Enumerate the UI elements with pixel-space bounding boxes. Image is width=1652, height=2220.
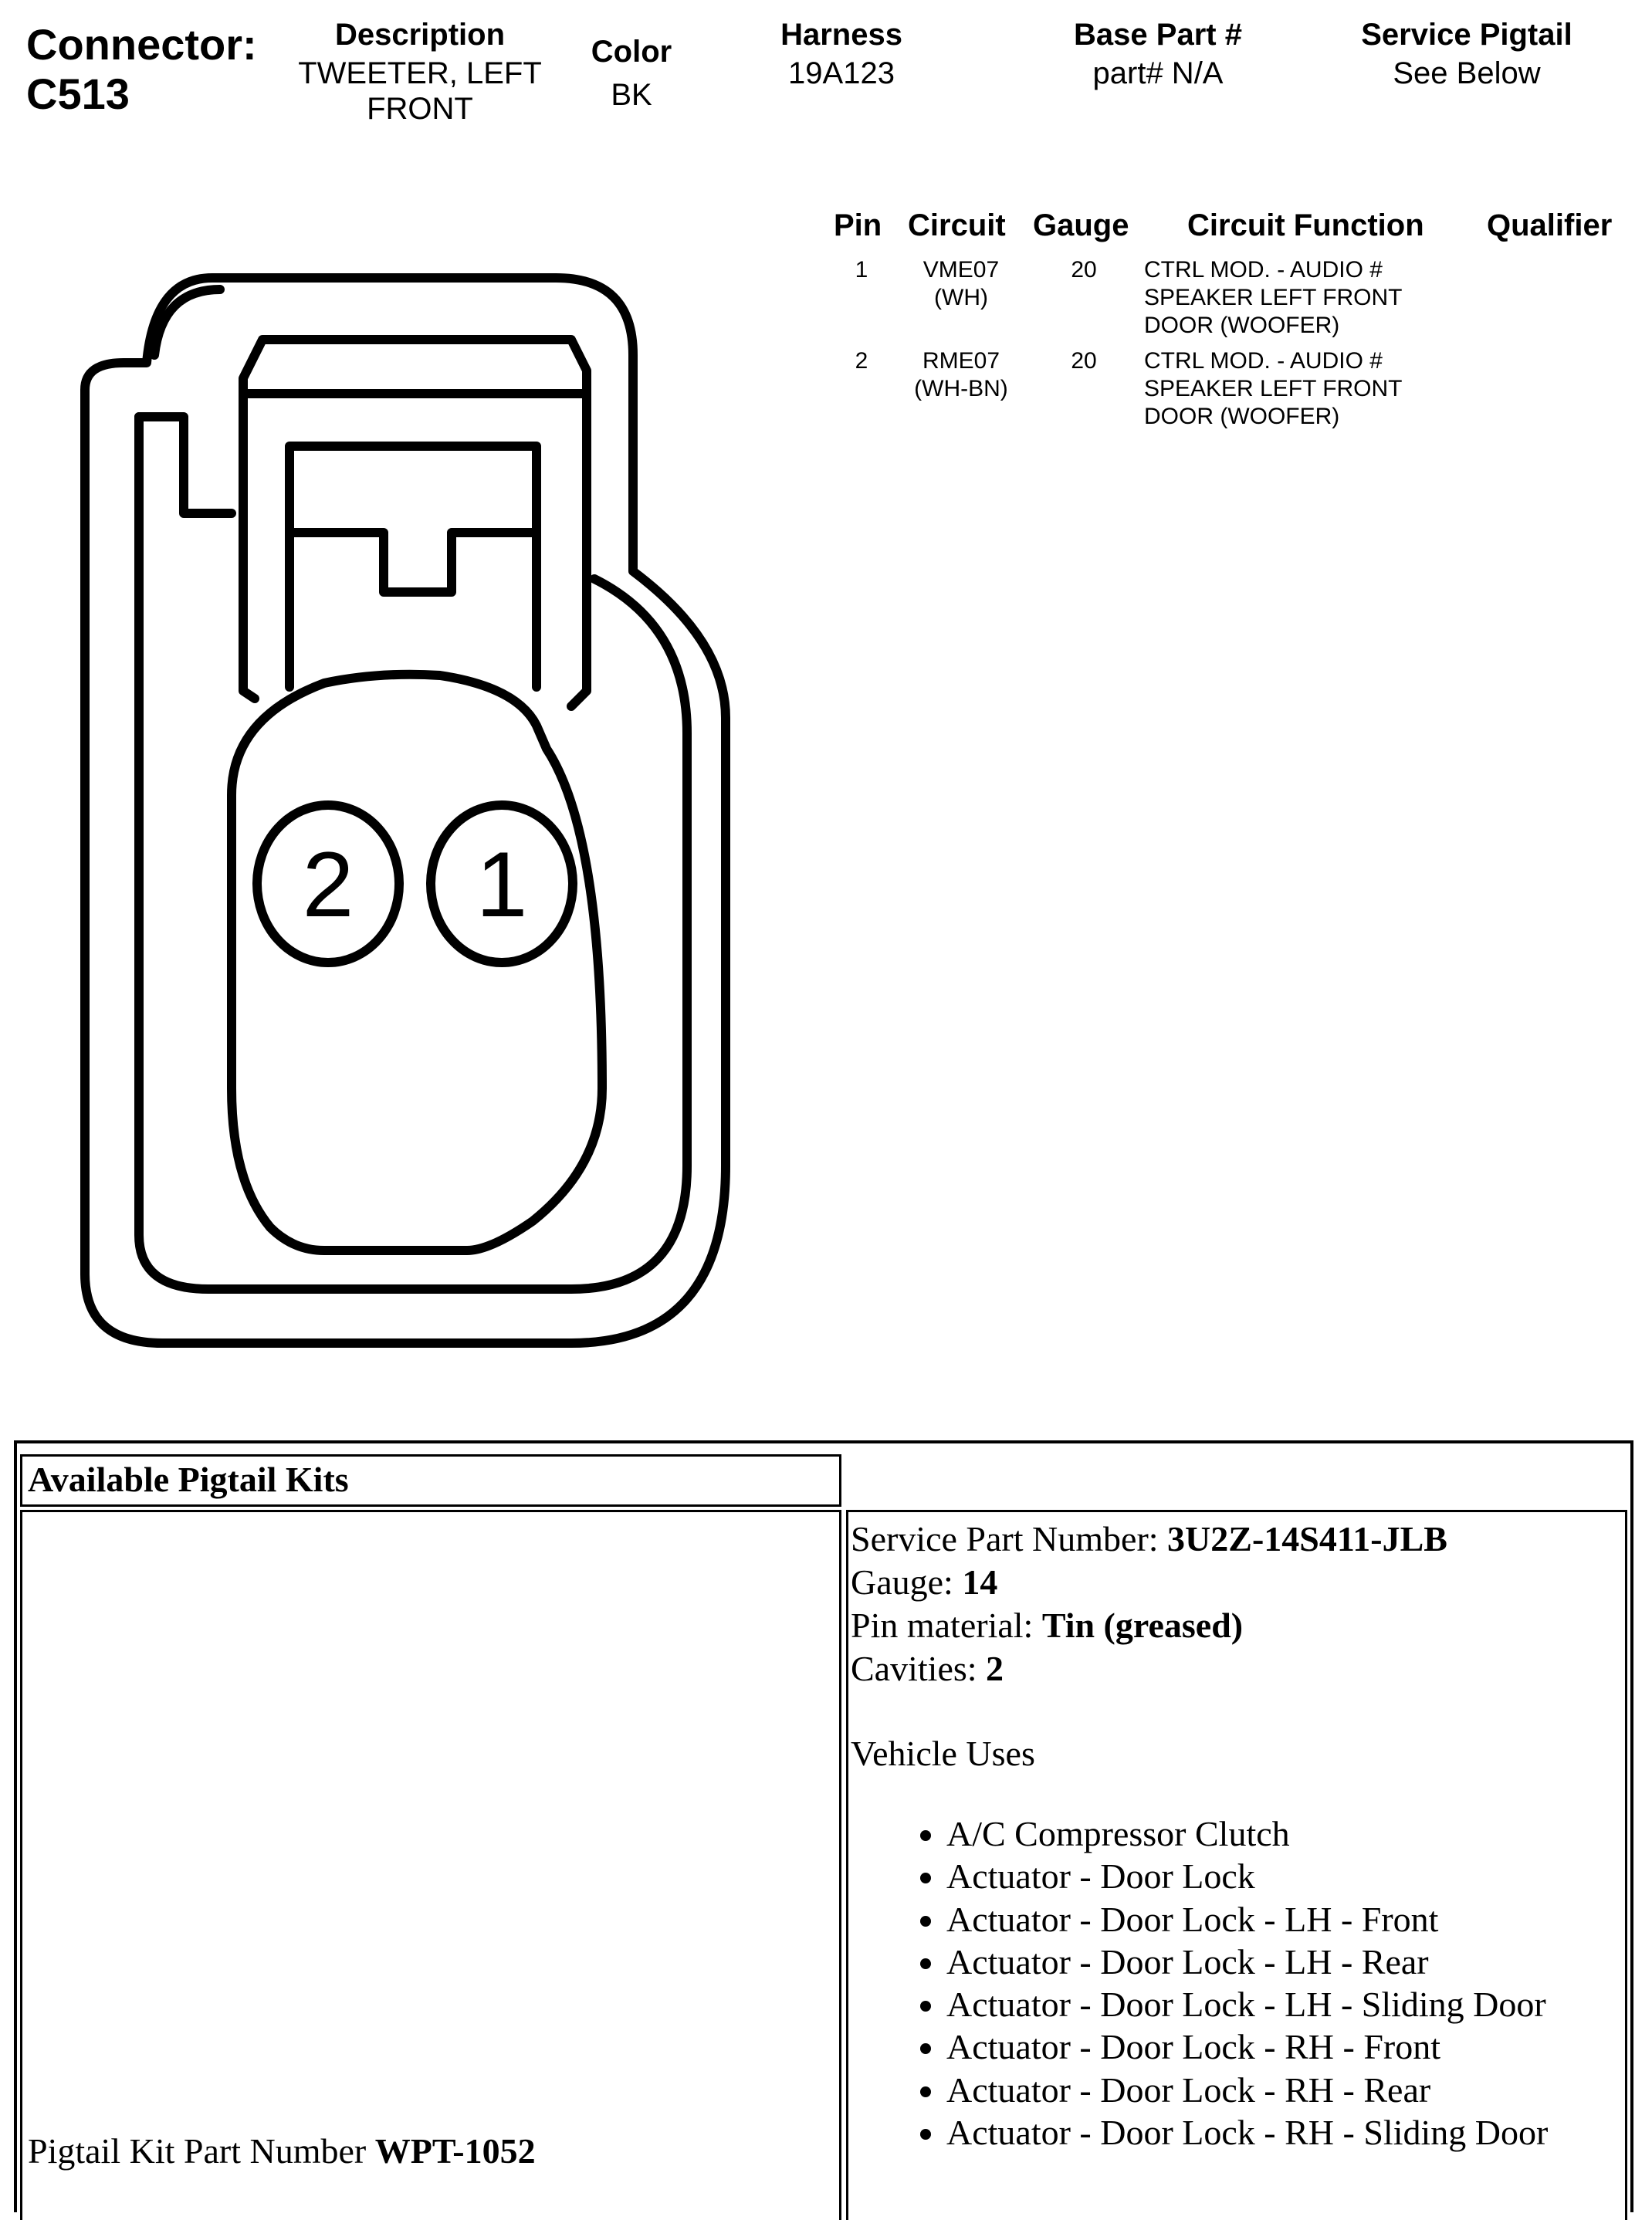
base-part-value: part# N/A: [1092, 56, 1224, 90]
latch-inner: [289, 446, 537, 687]
base-part-label: Base Part #: [1074, 18, 1242, 52]
description-line1: TWEETER, LEFT: [298, 56, 542, 90]
vehicle-use-item: • A/C Compressor Clutch: [946, 1812, 1548, 1855]
gauge-spec: [851, 1561, 997, 1604]
pin-material-spec: [851, 1604, 1243, 1647]
service-pigtail-label: Service Pigtail: [1361, 18, 1572, 52]
pin-material-value: Tin (greased): [1041, 1606, 1244, 1645]
vehicle-use-item: • Actuator - Door Lock - RH - Front: [946, 2025, 1548, 2068]
circuit-header: Circuit: [908, 208, 1006, 242]
circuit-function-cell: [1144, 256, 1403, 340]
description-label: Description: [334, 18, 506, 52]
pin-header: Pin: [834, 208, 882, 242]
pin-1-label: 1: [476, 833, 528, 936]
harness-label: Harness: [780, 18, 902, 52]
housing-inner-outline: [139, 417, 687, 1289]
service-part-number: [851, 1518, 1447, 1561]
connector-face-diagram: [69, 255, 764, 1366]
pin-material-label: Pin material:: [851, 1606, 1042, 1645]
base-part-column: [1027, 14, 1289, 91]
gauge-cell: 20: [1071, 257, 1097, 283]
vehicle-uses-list: [871, 1812, 1548, 2154]
kit-part-value: WPT-1052: [374, 2131, 536, 2171]
function-line: CTRL MOD. - AUDIO #: [1144, 348, 1383, 374]
gauge-label: Gauge:: [851, 1562, 963, 1602]
pigtail-kit-part-number: [28, 2130, 536, 2171]
pigtail-title: Available Pigtail Kits: [28, 1460, 349, 1499]
circuit-code: RME07: [922, 348, 1000, 374]
circuit-color: (WH): [934, 285, 988, 310]
circuit-code: VME07: [922, 257, 1000, 283]
vehicle-use-item: • Actuator - Door Lock - RH - Sliding Door: [946, 2111, 1548, 2154]
latch-inner-bar: [289, 533, 537, 592]
kit-part-label: Pigtail Kit Part Number: [28, 2131, 375, 2171]
vehicle-use-item: • Actuator - Door Lock - LH - Front: [946, 1898, 1548, 1941]
circuit-cell: [895, 347, 1027, 403]
service-pigtail-value: See Below: [1393, 56, 1541, 90]
function-line: SPEAKER LEFT FRONT: [1144, 285, 1403, 310]
service-part-value: 3U2Z-14S411-JLB: [1167, 1519, 1447, 1558]
connector-label: Connector:: [26, 20, 257, 69]
description-column: [281, 14, 559, 127]
function-line: CTRL MOD. - AUDIO #: [1144, 257, 1383, 283]
vehicle-use-item: • Actuator - Door Lock - RH - Rear: [946, 2069, 1548, 2111]
circuit-color: (WH-BN): [914, 376, 1008, 401]
pin-2-label: 2: [302, 833, 354, 936]
color-label: Color: [591, 35, 672, 69]
cavities-spec: [851, 1647, 1004, 1690]
cavities-value: 2: [986, 1649, 1004, 1688]
circuit-function-cell: [1144, 347, 1403, 431]
description-line2: FRONT: [367, 92, 473, 126]
pin-cell: 1: [855, 257, 868, 283]
color-value: BK: [611, 78, 652, 112]
gauge-value: 14: [962, 1562, 998, 1602]
gauge-cell: 20: [1071, 348, 1097, 374]
cavities-label: Cavities:: [851, 1649, 987, 1688]
color-column: [570, 31, 693, 113]
connector-id: C513: [26, 69, 130, 118]
vehicle-use-item: • Actuator - Door Lock - LH - Sliding Door: [946, 1983, 1548, 2025]
circuit-cell: [895, 256, 1027, 312]
function-line: SPEAKER LEFT FRONT: [1144, 376, 1403, 401]
circuit-function-header: Circuit Function: [1187, 208, 1424, 242]
service-part-label: Service Part Number:: [851, 1519, 1168, 1558]
harness-value: 19A123: [788, 56, 895, 90]
pin-body: [232, 675, 602, 1250]
pigtail-image-cell: [20, 1510, 841, 2220]
gauge-header: Gauge: [1033, 208, 1129, 242]
vehicle-uses-heading: Vehicle Uses: [851, 1734, 1035, 1773]
function-line: DOOR (WOOFER): [1144, 313, 1340, 338]
function-line: DOOR (WOOFER): [1144, 404, 1340, 429]
inner-notch: [139, 417, 232, 513]
vehicle-use-item: • Actuator - Door Lock: [946, 1855, 1548, 1897]
connector-title: [26, 20, 257, 119]
pin-cell: 2: [855, 348, 868, 374]
qualifier-header: Qualifier: [1487, 208, 1613, 242]
harness-column: [741, 14, 942, 91]
service-pigtail-column: [1328, 14, 1606, 91]
vehicle-use-item: • Actuator - Door Lock - LH - Rear: [946, 1941, 1548, 1983]
